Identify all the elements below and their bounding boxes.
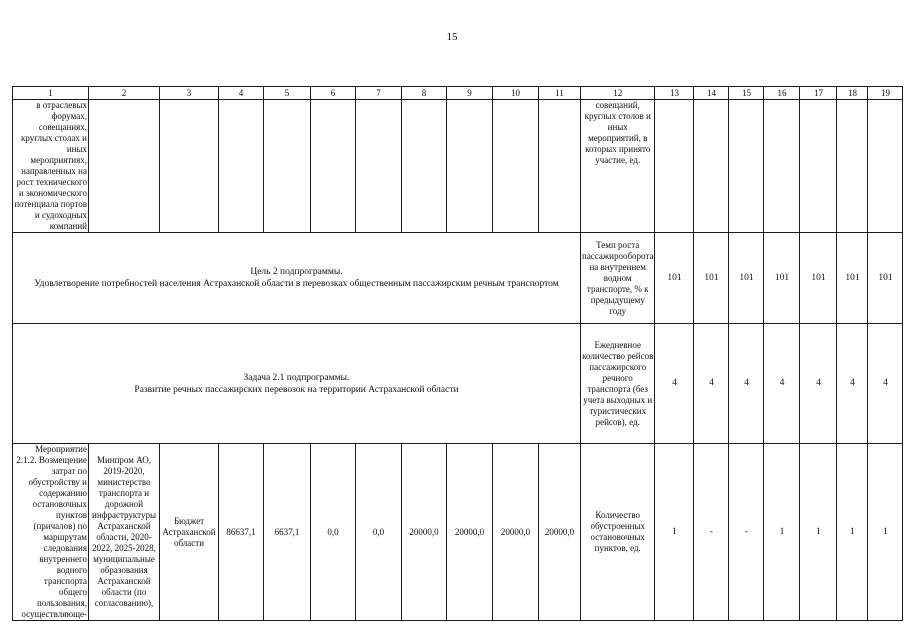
empty-cell — [311, 100, 356, 233]
header-cell: 19 — [868, 87, 903, 100]
indicator-value: 4 — [655, 324, 694, 444]
header-cell: 14 — [694, 87, 729, 100]
header-cell: 1 — [13, 87, 89, 100]
empty-cell — [447, 100, 493, 233]
amount-cell: 0,0 — [311, 444, 356, 621]
indicator-value: 4 — [800, 324, 837, 444]
header-cell: 13 — [655, 87, 694, 100]
amount-cell: 6637,1 — [264, 444, 311, 621]
header-cell: 8 — [402, 87, 447, 100]
header-cell: 4 — [219, 87, 264, 100]
program-table — [12, 86, 903, 621]
amount-cell: 20000,0 — [493, 444, 539, 621]
indicator-name: Ежедневное количество рейсов пассажирского речного транспорта (без учета выходных и туристических рейсов), ед. — [581, 324, 655, 444]
amount-cell: 0,0 — [356, 444, 402, 621]
empty-cell — [264, 100, 311, 233]
empty-cell — [402, 100, 447, 233]
indicator-value: 4 — [868, 324, 903, 444]
indicator-name: Количество обустроенных остановочных пунктов, ед. — [581, 444, 655, 621]
header-cell: 16 — [764, 87, 800, 100]
header-cell: 6 — [311, 87, 356, 100]
empty-cell — [160, 100, 219, 233]
header-cell: 9 — [447, 87, 493, 100]
goal-description: Удовлетворение потребностей населения Астраханской области в перевозках общественным пассажирским речным транспортом — [34, 279, 559, 289]
header-cell: 10 — [493, 87, 539, 100]
activity-description: в отраслевых форумах, совещаниях, круглых столах и иных мероприятиях, направленных на рост технического и экономического потенциала портов и судоходных компаний — [14, 100, 87, 231]
indicator-value: 101 — [800, 233, 837, 324]
indicator-value: 1 — [764, 444, 800, 621]
indicator-value: 4 — [729, 324, 764, 444]
indicator-value: 1 — [655, 444, 694, 621]
indicator-value: 1 — [868, 444, 903, 621]
empty-cell — [89, 100, 160, 233]
table-row — [13, 100, 903, 233]
amount-cell: 20000,0 — [539, 444, 581, 621]
indicator-value: 4 — [694, 324, 729, 444]
empty-cell — [729, 100, 764, 233]
empty-cell — [837, 100, 868, 233]
header-cell: 15 — [729, 87, 764, 100]
indicator-value: 101 — [764, 233, 800, 324]
table-row — [13, 324, 903, 444]
task-title: Задача 2.1 подпрограммы. — [243, 372, 350, 383]
funding-source: Бюджет Астраханской области — [160, 444, 219, 621]
table-row — [13, 444, 903, 621]
header-cell: 12 — [581, 87, 655, 100]
header-cell: 18 — [837, 87, 868, 100]
header-cell: 7 — [356, 87, 402, 100]
indicator-name: совещаний, круглых столов и иных мероприятий, в которых принято участие, ед. — [581, 100, 655, 233]
amount-cell: 20000,0 — [447, 444, 493, 621]
indicator-value: 101 — [694, 233, 729, 324]
activity-description: Мероприятие 2.1.2. Возмещение затрат по обустройству и содержанию остановочных пунктов (причалов) по маршрутам следования внутреннего водного транспорта общего пользования, осуществляюще- — [13, 444, 89, 621]
executor-cell: Минпром АО, 2019-2020, министерство транспорта и дорожной инфраструктуры Астраханской области, 2020-2022, 2025-2028, муниципальные образования Астраханской области (по согласованию), — [89, 444, 160, 621]
amount-cell: 86637,1 — [219, 444, 264, 621]
empty-cell — [800, 100, 837, 233]
header-cell: 2 — [89, 87, 160, 100]
indicator-name: Темп роста пассажирооборота на внутреннем водном транспорте, % к предыдущему году — [581, 233, 655, 324]
goal-cell — [13, 233, 581, 324]
header-cell: 17 — [800, 87, 837, 100]
empty-cell — [493, 100, 539, 233]
table-row — [13, 233, 903, 324]
task-cell — [13, 324, 581, 444]
indicator-value: 4 — [764, 324, 800, 444]
indicator-value: 101 — [729, 233, 764, 324]
empty-cell — [655, 100, 694, 233]
indicator-value: - — [729, 444, 764, 621]
indicator-value: 1 — [800, 444, 837, 621]
indicator-value: 101 — [655, 233, 694, 324]
header-row — [13, 87, 903, 100]
goal-title: Цель 2 подпрограммы. — [250, 267, 343, 277]
amount-cell: 20000,0 — [402, 444, 447, 621]
indicator-value: - — [694, 444, 729, 621]
task-description: Развитие речных пассажирских перевозок на территории Астраханской области — [134, 384, 459, 395]
empty-cell — [539, 100, 581, 233]
indicator-value: 1 — [837, 444, 868, 621]
page-number: 15 — [446, 31, 458, 43]
indicator-value: 101 — [837, 233, 868, 324]
header-cell: 11 — [539, 87, 581, 100]
empty-cell — [694, 100, 729, 233]
empty-cell — [868, 100, 903, 233]
header-cell: 5 — [264, 87, 311, 100]
empty-cell — [219, 100, 264, 233]
indicator-value: 4 — [837, 324, 868, 444]
indicator-value: 101 — [868, 233, 903, 324]
empty-cell — [764, 100, 800, 233]
empty-cell — [356, 100, 402, 233]
header-cell: 3 — [160, 87, 219, 100]
